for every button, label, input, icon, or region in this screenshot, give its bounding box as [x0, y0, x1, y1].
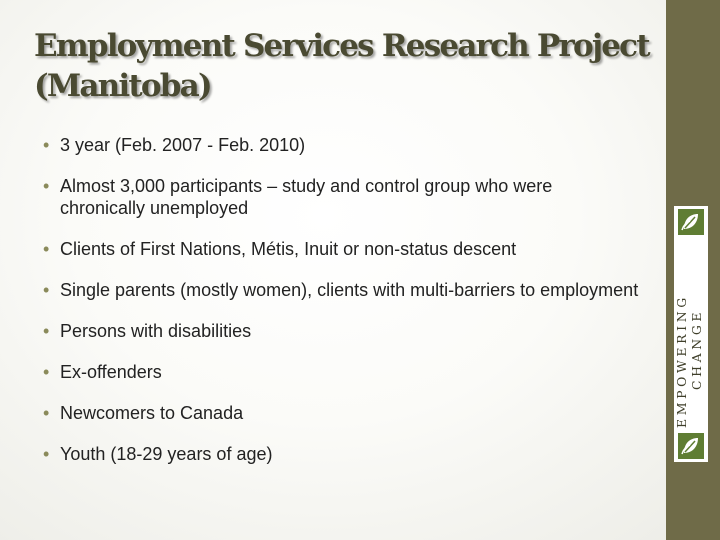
leaf-icon — [678, 209, 704, 235]
bullet-list — [42, 134, 642, 465]
logo-wordmark — [674, 240, 708, 430]
bullet-item — [42, 279, 642, 301]
bullet-text: Single parents (mostly women), clients with multi-barriers to employment — [60, 280, 639, 300]
bullet-dot: • — [43, 176, 50, 196]
bullet-text: Youth (18-29 years of age) — [60, 444, 273, 464]
bullet-item — [42, 134, 642, 156]
bullet-text: Newcomers to Canada — [60, 403, 244, 423]
bullet-item — [42, 402, 642, 424]
bullet-dot: • — [43, 362, 50, 382]
leaf-icon — [678, 433, 704, 459]
bullet-item — [42, 175, 642, 219]
bullet-item — [42, 238, 642, 260]
empowering-change-logo — [674, 206, 708, 462]
bullet-dot: • — [43, 403, 50, 423]
bullet-item — [42, 361, 642, 383]
bullet-dot: • — [43, 444, 50, 464]
logo-line-change: CHANGE — [689, 308, 704, 390]
bullet-text: Persons with disabilities — [60, 321, 252, 341]
bullet-dot: • — [43, 321, 50, 341]
bullet-text: 3 year (Feb. 2007 - Feb. 2010) — [60, 135, 306, 155]
bullet-text: Clients of First Nations, Métis, Inuit or non-status descent — [60, 239, 517, 259]
bullet-text: Almost 3,000 participants – study and control group who were chronically unemployed — [60, 176, 553, 218]
bullet-item — [42, 443, 642, 465]
bullet-text: Ex-offenders — [60, 362, 162, 382]
bullet-dot: • — [43, 135, 50, 155]
logo-line-empowering: EMPOWERING — [674, 294, 689, 428]
bullet-dot: • — [43, 280, 50, 300]
bullet-dot: • — [43, 239, 50, 259]
slide-title: Employment Services Research Project (Manitoba) — [34, 28, 649, 104]
bullet-item — [42, 320, 642, 342]
